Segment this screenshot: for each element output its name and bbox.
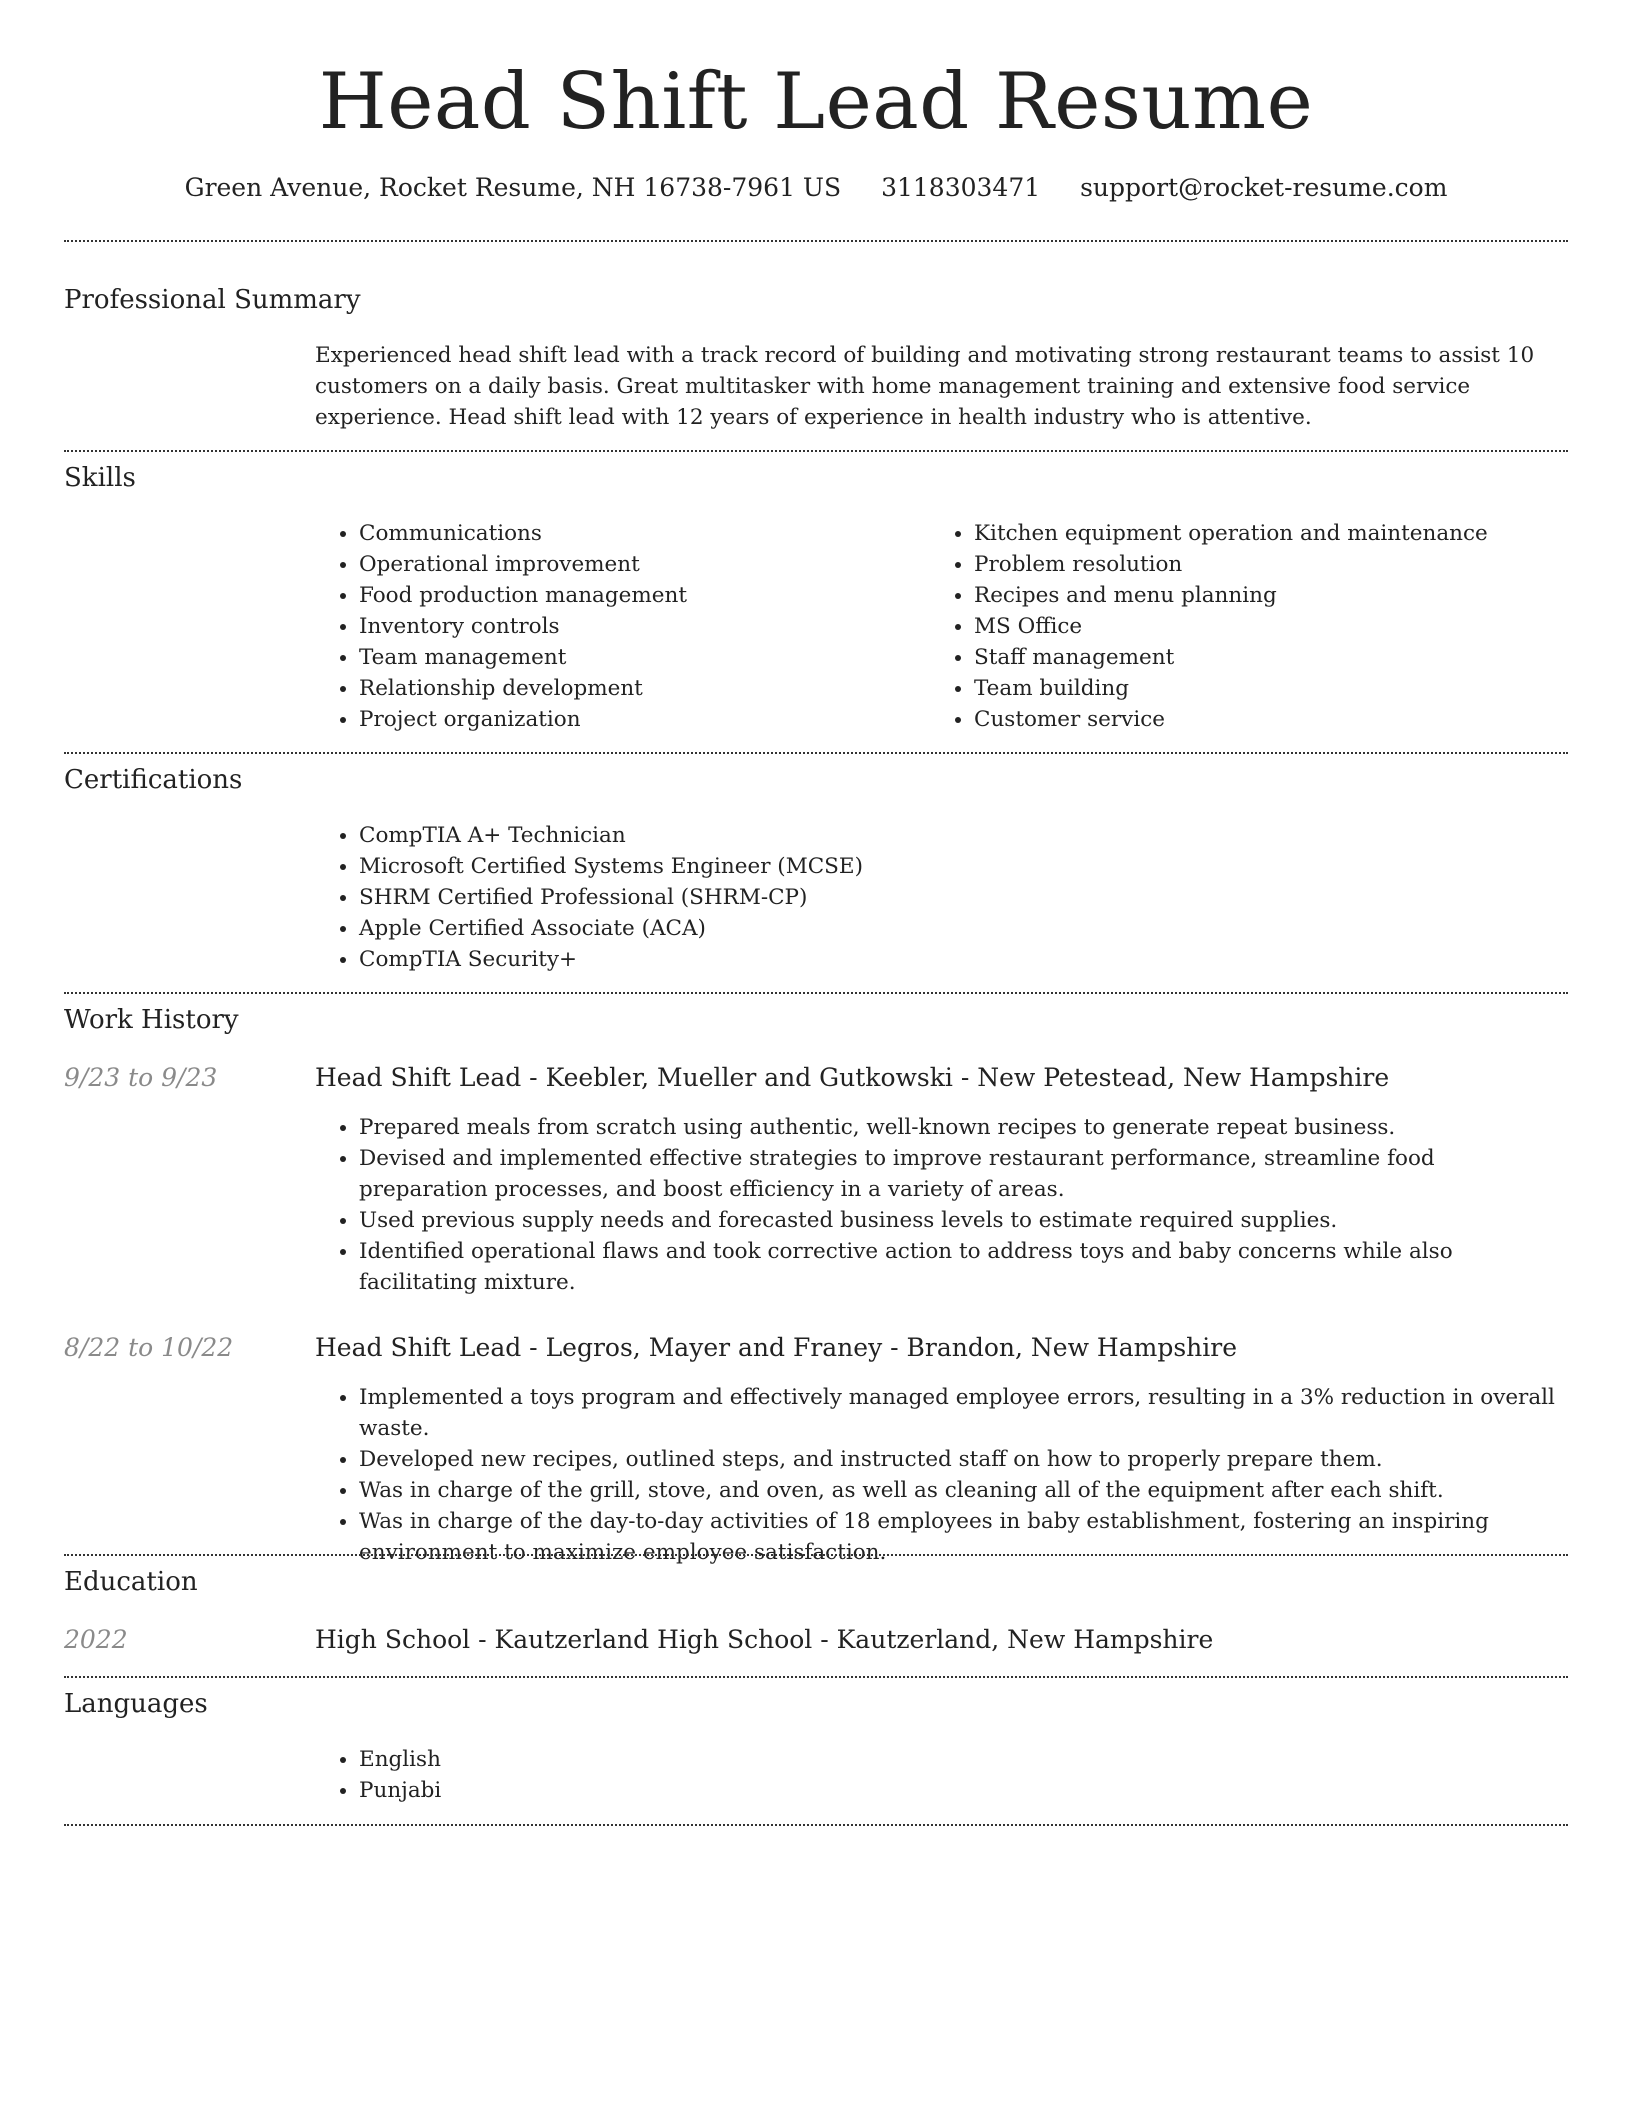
section-title-work-history: Work History (64, 1005, 239, 1035)
certifications-list (315, 820, 1559, 975)
section-divider (64, 1824, 1568, 1826)
list-item: • Inventory controls (359, 611, 919, 642)
section-title-summary: Professional Summary (64, 285, 361, 315)
list-item: • Implemented a toys program and effectively managed employee errors, resulting in a 3% reduction in overall waste. (359, 1382, 1609, 1444)
section-divider (64, 752, 1568, 754)
contact-email[interactable]: support@rocket-resume.com (1080, 173, 1448, 202)
list-item: • Kitchen equipment operation and maintenance (974, 518, 1594, 549)
job-bullets (315, 1112, 1565, 1298)
list-item: • Customer service (974, 704, 1594, 735)
list-item: • Identified operational flaws and took corrective action to address toys and baby concerns while also facilitating mixture. (359, 1236, 1565, 1298)
list-item: • MS Office (974, 611, 1594, 642)
list-item: • Operational improvement (359, 549, 919, 580)
resume-title: Head Shift Lead Resume (318, 57, 1314, 147)
list-item: • CompTIA A+ Technician (359, 820, 1559, 851)
section-title-certifications: Certifications (64, 765, 243, 795)
job-dates: 8/22 to 10/22 (64, 1333, 234, 1362)
list-item: • Relationship development (359, 673, 919, 704)
section-divider (64, 240, 1568, 242)
list-item: • Problem resolution (974, 549, 1594, 580)
contact-address: Green Avenue, Rocket Resume, NH 16738-7961 US (184, 173, 842, 202)
list-item: • Punjabi (359, 1775, 959, 1806)
list-item: • Team building (974, 673, 1594, 704)
list-item: • Devised and implemented effective strategies to improve restaurant performance, streamline food preparation processes, and boost efficiency in a variety of areas. (359, 1143, 1565, 1205)
list-item: • Was in charge of the day-to-day activities of 18 employees in baby establishment, fostering an inspiring environment to maximize employee satisfaction. (359, 1506, 1609, 1568)
section-divider (64, 992, 1568, 994)
list-item: • Used previous supply needs and forecasted business levels to estimate required supplies. (359, 1205, 1565, 1236)
list-item: • Recipes and menu planning (974, 580, 1594, 611)
job-title: Head Shift Lead - Legros, Mayer and Franey - Brandon, New Hampshire (315, 1333, 1238, 1362)
list-item: • Staff management (974, 642, 1594, 673)
list-item: • Developed new recipes, outlined steps, and instructed staff on how to properly prepare them. (359, 1444, 1609, 1475)
section-title-languages: Languages (64, 1689, 208, 1719)
education-year: 2022 (64, 1625, 128, 1654)
languages-list (315, 1744, 959, 1806)
section-divider (64, 450, 1568, 452)
list-item: • CompTIA Security+ (359, 944, 1559, 975)
job-bullets (315, 1382, 1609, 1568)
list-item: • Was in charge of the grill, stove, and oven, as well as cleaning all of the equipment after each shift. (359, 1475, 1609, 1506)
list-item: • SHRM Certified Professional (SHRM-CP) (359, 882, 1559, 913)
list-item: • English (359, 1744, 959, 1775)
job-dates: 9/23 to 9/23 (64, 1063, 218, 1092)
skills-list-left (315, 518, 919, 735)
list-item: • Project organization (359, 704, 919, 735)
list-item: • Apple Certified Associate (ACA) (359, 913, 1559, 944)
summary-text: Experienced head shift lead with a track record of building and motivating strong restaurant teams to assist 10 customers on a daily basis. Great multitasker with home management training and extensive food service experience. Head shift lead with 12 years of experience in health industry who is attentive. (315, 343, 1535, 430)
list-item: • Prepared meals from scratch using authentic, well-known recipes to generate repeat business. (359, 1112, 1565, 1143)
section-title-skills: Skills (64, 463, 136, 493)
section-title-education: Education (64, 1567, 198, 1597)
section-divider (64, 1676, 1568, 1678)
contact-line (0, 170, 1632, 206)
section-divider (64, 1554, 1568, 1556)
job-title: Head Shift Lead - Keebler, Mueller and Gutkowski - New Petestead, New Hampshire (315, 1063, 1390, 1092)
skills-list-right (930, 518, 1594, 735)
education-title: High School - Kautzerland High School - Kautzerland, New Hampshire (315, 1625, 1214, 1654)
list-item: • Microsoft Certified Systems Engineer (MCSE) (359, 851, 1559, 882)
list-item: • Team management (359, 642, 919, 673)
list-item: • Communications (359, 518, 919, 549)
list-item: • Food production management (359, 580, 919, 611)
contact-phone: 3118303471 (881, 173, 1041, 202)
